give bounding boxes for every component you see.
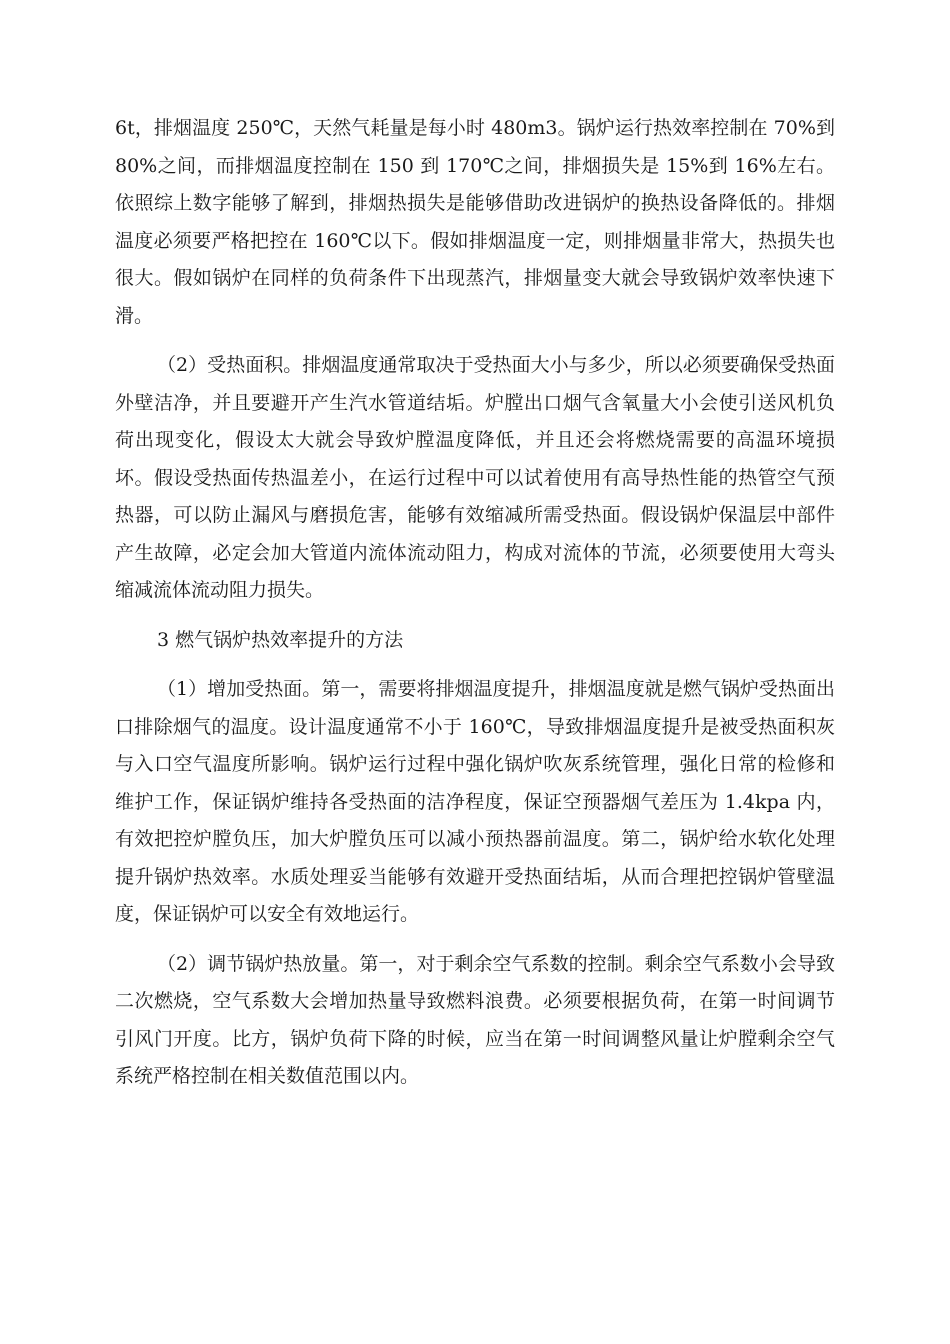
paragraph-exhaust-losses: 6t，排烟温度 250℃，天然气耗量是每小时 480m3。锅炉运行热效率控制在 70%到 80%之间，而排烟温度控制在 150 到 170℃之间，排烟损失是 15%到 16%左右。依照综上数字能够了解到，排烟热损失是能够借助改进锅炉的换热设备降低的。排烟温度必须要严格把控在 160℃以下。假如排烟温度一定，则排烟量非常大，热损失也很大。假如锅炉在同样的负荷条件下出现蒸汽，排烟量变大就会导致锅炉效率快速下滑。 [115,117,835,327]
paragraph-heating-area: （2）受热面积。排烟温度通常取决于受热面大小与多少，所以必须要确保受热面外壁洁净，并且要避开产生汽水管道结垢。炉膛出口烟气含氧量大小会使引送风机负荷出现变化，假设太大就会导致炉膛温度降低，并且还会将燃烧需要的高温环境损坏。假设受热面传热温差小，在运行过程中可以试着使用有高导热性能的热管空气预热器，可以防止漏风与磨损危害，能够有效缩减所需受热面。假设锅炉保温层中部件产生故障，必定会加大管道内流体流动阻力，构成对流体的节流，必须要使用大弯头缩减流体流动阻力损失。 [115,354,835,601]
document-page [115,110,835,1096]
paragraph-gap [115,335,835,347]
paragraph-adjust-heat-release: （2）调节锅炉热放量。第一，对于剩余空气系数的控制。剩余空气系数小会导致二次燃烧，空气系数大会增加热量导致燃料浪费。必须要根据负荷，在第一时间调节引风门开度。比方，锅炉负荷下降的时候，应当在第一时间调整风量让炉膛剩余空气系统严格控制在相关数值范围以内。 [115,952,835,1087]
paragraph-increase-heating-surface: （1）增加受热面。第一，需要将排烟温度提升，排烟温度就是燃气锅炉受热面出口排除烟气的温度。设计温度通常不小于 160℃，导致排烟温度提升是被受热面积灰与入口空气温度所影响。锅炉运行过程中强化锅炉吹灰系统管理，强化日常的检修和维护工作，保证锅炉维持各受热面的洁净程度，保证空预器烟气差压为 1.4kpa 内，有效把控炉膛负压，加大炉膛负压可以减小预热器前温度。第二，锅炉给水软化处理提升锅炉热效率。水质处理妥当能够有效避开受热面结垢，从而合理把控锅炉管壁温度，保证锅炉可以安全有效地运行。 [115,678,835,925]
paragraph-gap [115,934,835,946]
paragraph-gap [115,659,835,671]
section-heading: 3 燃气锅炉热效率提升的方法 [157,628,404,651]
paragraph-gap [115,610,835,622]
